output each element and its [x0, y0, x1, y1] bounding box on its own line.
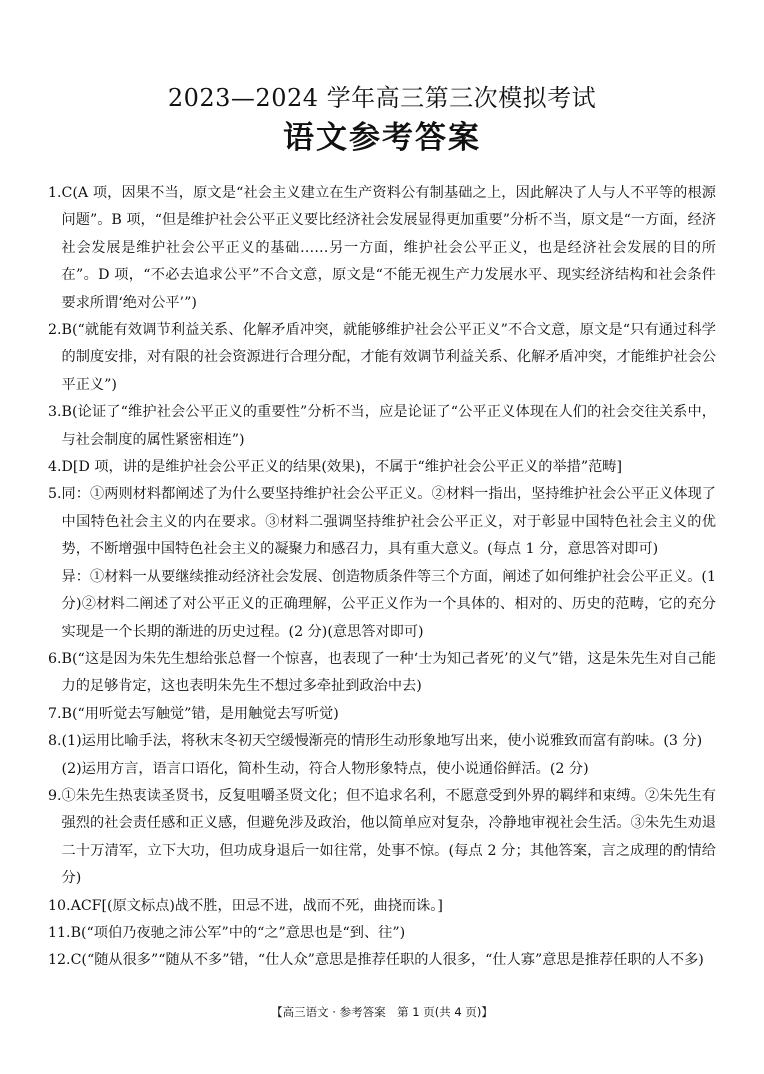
answer-number: 4. — [48, 459, 62, 476]
answer-item-3 — [48, 399, 716, 454]
answer-text: B(“就能有效调节利益关系、化解矛盾冲突，就能够维护社会公平正义”不合文意，原文是“只有通过科学的制度安排，对有限的社会资源进行合理分配，才能有效调节利益关系、化解矛盾冲突，才能维护社会公平正义”) — [61, 322, 716, 393]
answer-item-8 — [48, 728, 716, 783]
answer-item-5 — [48, 481, 716, 645]
answer-number: 7. — [48, 705, 62, 722]
answer-text: ①朱先生热衷读圣贤书，反复咀嚼圣贤文化；但不追求名利，不愿意受到外界的羁绊和束缚。②朱先生有强烈的社会责任感和正义感，但避免涉及政治，他以简单应对复杂，冷静地审视社会生活。③朱先生劝退二十万清军，立下大功，但功成身退后一如往常，处事不惊。(每点 2 分；其他答案，言之成理的酌情给分) — [61, 787, 716, 887]
answer-number: 10. — [48, 897, 71, 914]
answer-text: D[D 项，讲的是维护社会公平正义的结果(效果)，不属于“维护社会公平正义的举措”范畴] — [61, 459, 623, 476]
answer-item-2 — [48, 317, 716, 399]
answer-number: 9. — [48, 787, 62, 804]
answer-item-7 — [48, 701, 716, 728]
answer-body — [62, 481, 716, 645]
answer-text: B(“用听觉去写触觉”错，是用触觉去写听觉) — [61, 705, 339, 722]
answer-body — [62, 728, 716, 783]
answer-text: 同：①两则材料都阐述了为什么要坚持维护社会公平正义。②材料一指出，坚持维护社会公平正义体现了中国特色社会主义的内在要求。③材料二强调坚持维护社会公平正义，对于彰显中国特色社会主义的优势，不断增强中国特色社会主义的凝聚力和感召力，具有重大意义。(每点 1 分，意思答对即可) — [61, 486, 716, 558]
answer-item-12 — [48, 947, 716, 974]
answer-text: C(A 项，因果不当，原文是“社会主义建立在生产资料公有制基础之上，因此解决了人与人不平等的根源问题”。B 项，“但是维护社会公平正义要比经济社会发展显得更加重要”分析不当，原文是“一方面，经济社会发展是维护社会公平正义的基础……另一方面，维护社会公平正义，也是经济社会发展的目的所在”。D 项，“不必去追求公平”不合文意，原文是“不能无视生产力发展水平、现实经济结构和社会条件要求所谓‘绝对公平’”) — [61, 185, 716, 311]
answer-number: 6. — [48, 650, 62, 667]
answer-number: 8. — [48, 733, 62, 750]
answer-item-6 — [48, 646, 716, 701]
answer-item-11 — [48, 920, 716, 947]
answer-item-9 — [48, 783, 716, 893]
answer-text: B(“这是因为朱先生想给张总督一个惊喜，也表现了一种‘士为知己者死’的义气”错，这是朱先生对自己能力的足够肯定，这也表明朱先生不想过多牵扯到政治中去) — [61, 650, 716, 695]
answer-text-continued: 异：①材料一从要继续推动经济社会发展、创造物质条件等三个方面，阐述了如何维护社会公平正义。(1 分)②材料二阐述了对公平正义的正确理解，公平正义作为一个具体的、相对的、历史的范畴，它的充分实现是一个长期的渐进的历史过程。(2 分)(意思答对即可) — [61, 568, 716, 640]
answer-text-continued: (2)运用方言，语言口语化，简朴生动，符合人物形象特点，使小说通俗鲜活。(2 分) — [61, 760, 589, 777]
answer-text: C(“随从很多”“随从不多”错，“仕人众”意思是推荐任职的人很多，“仕人寡”意思是推荐任职的人不多) — [70, 952, 704, 969]
document-title: 语文参考答案 — [283, 120, 481, 156]
answer-item-10 — [48, 893, 716, 920]
answer-text: ACF[(原文标点)战不胜，田忌不进，战而不死，曲挠而诛。] — [70, 897, 443, 914]
answer-number: 5. — [48, 486, 62, 503]
answers-list — [48, 180, 716, 975]
answer-number: 12. — [48, 952, 71, 969]
exam-title: 2023—2024 学年高三第三次模拟考试 — [167, 84, 597, 112]
answer-number: 2. — [48, 322, 62, 339]
answer-number: 11. — [48, 924, 71, 941]
answer-number: 1. — [48, 185, 62, 201]
answer-number: 3. — [48, 404, 62, 421]
answer-item-4 — [48, 454, 716, 481]
answer-text: B(“项伯乃夜驰之沛公军”中的“之”意思也是“到、往”) — [70, 924, 406, 941]
answer-item-1 — [48, 180, 716, 317]
page-footer: 【高三语文 · 参考答案 第 1 页(共 4 页)】 — [271, 1005, 493, 1019]
answer-text: (1)运用比喻手法，将秋末冬初天空缓慢渐亮的情形生动形象地写出来，使小说雅致而富有韵味。(3 分) — [61, 733, 703, 750]
answer-text: B(论证了“维护社会公平正义的重要性”分析不当，应是论证了“公平正义体现在人们的社会交往关系中，与社会制度的属性紧密相连”) — [61, 404, 716, 448]
